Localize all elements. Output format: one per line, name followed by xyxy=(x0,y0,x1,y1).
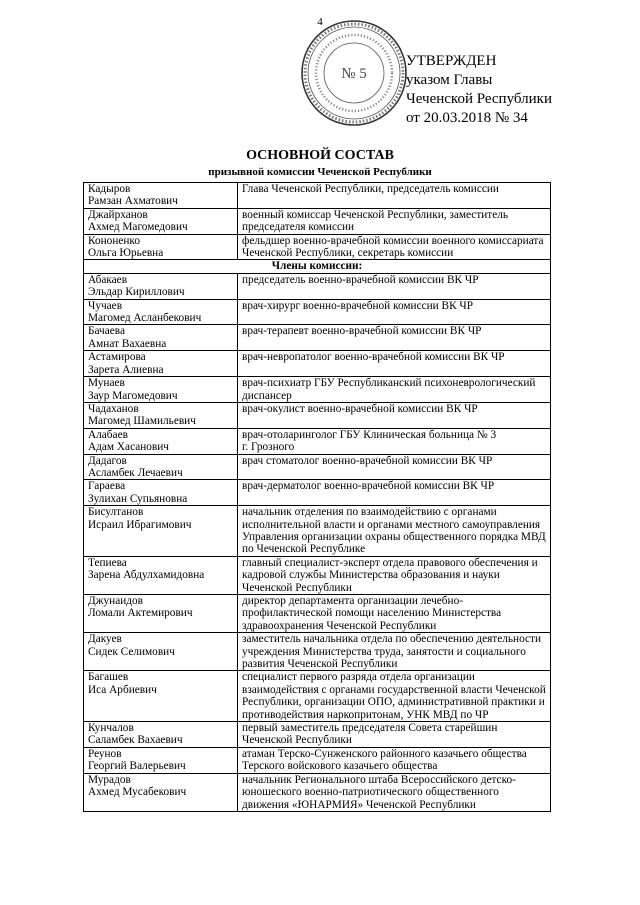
table-row xyxy=(84,377,551,403)
section-heading: Члены комиссии: xyxy=(84,260,551,273)
table-row xyxy=(84,633,551,671)
member-name: Бачаева Амнат Вахаевна xyxy=(84,325,238,351)
member-name: Абакаев Эльдар Кириллович xyxy=(84,273,238,299)
member-name: Астамирова Зарета Алиевна xyxy=(84,351,238,377)
table-row xyxy=(84,234,551,260)
member-position: врач-психиатр ГБУ Республиканский психоневрологический диспансер xyxy=(238,377,551,403)
member-position: начальник Регионального штаба Всероссийского детско-юношеского военно-патриотического общественного движения «ЮНАРМИЯ» Чеченской Республики xyxy=(238,773,551,811)
commission-table xyxy=(83,182,551,812)
table-row xyxy=(84,595,551,633)
table-row xyxy=(84,273,551,299)
seal-number: № 5 xyxy=(341,66,367,82)
table-row xyxy=(84,208,551,234)
member-name: Чадаханов Магомед Шамильевич xyxy=(84,402,238,428)
member-position: главный специалист-эксперт отдела правового обеспечения и кадровой службы Министерства образования и науки Чеченской Республики xyxy=(238,556,551,594)
member-position: фельдшер военно-врачебной комиссии военного комиссариата Чеченской Республики, секретарь комиссии xyxy=(238,234,551,260)
approval-line-1: УТВЕРЖДЕН xyxy=(406,53,497,69)
member-name: Джайрханов Ахмед Магомедович xyxy=(84,208,238,234)
member-name: Гараева Зулихан Супьяновна xyxy=(84,480,238,506)
member-name: Багашев Иса Арбиевич xyxy=(84,671,238,722)
member-name: Кононенко Ольга Юрьевна xyxy=(84,234,238,260)
member-name: Дакуев Сидек Селимович xyxy=(84,633,238,671)
member-position: врач-отоларинголог ГБУ Клиническая больница № 3 г. Грозного xyxy=(238,428,551,454)
member-position: врач-хирург военно-врачебной комиссии ВК ЧР xyxy=(238,299,551,325)
member-position: врач-невропатолог военно-врачебной комиссии ВК ЧР xyxy=(238,351,551,377)
approval-line-4: от 20.03.2018 № 34 xyxy=(406,110,528,126)
member-name: Реунов Георгий Валерьевич xyxy=(84,747,238,773)
member-position: заместитель начальника отдела по обеспечению деятельности учреждения Министерства труда, занятости и социального развития Чеченской Республики xyxy=(238,633,551,671)
document-subtitle: призывной комиссии Чеченской Республики xyxy=(208,166,432,178)
table-row xyxy=(84,747,551,773)
table-row xyxy=(84,671,551,722)
member-name: Алабаев Адам Хасанович xyxy=(84,428,238,454)
member-name: Кадыров Рамзан Ахматович xyxy=(84,183,238,209)
table-row xyxy=(84,351,551,377)
table-row xyxy=(84,428,551,454)
member-name: Бисултанов Исраил Ибрагимович xyxy=(84,506,238,557)
member-position: военный комиссар Чеченской Республики, заместитель председателя комиссии xyxy=(238,208,551,234)
table-row xyxy=(84,722,551,748)
member-position: председатель военно-врачебной комиссии ВК ЧР xyxy=(238,273,551,299)
table-row xyxy=(84,183,551,209)
official-seal xyxy=(299,18,409,128)
member-position: Глава Чеченской Республики, председатель комиссии xyxy=(238,183,551,209)
table-row xyxy=(84,325,551,351)
table-row xyxy=(84,454,551,480)
member-name: Джунаидов Ломали Актемирович xyxy=(84,595,238,633)
member-position: первый заместитель председателя Совета старейшин Чеченской Республики xyxy=(238,722,551,748)
member-position: врач-дерматолог военно-врачебной комиссии ВК ЧР xyxy=(238,480,551,506)
member-name: Мунаев Заур Магомедович xyxy=(84,377,238,403)
page-number: 4 xyxy=(317,16,323,28)
approval-line-2: указом Главы xyxy=(406,72,493,88)
approval-line-3: Чеченской Республики xyxy=(406,91,552,107)
table-row xyxy=(84,556,551,594)
member-position: начальник отделения по взаимодействию с органами исполнительной власти и органами местного самоуправления Управления организации охраны общественного порядка МВД по Чеченской Республике xyxy=(238,506,551,557)
table-row xyxy=(84,480,551,506)
table-row xyxy=(84,402,551,428)
member-name: Дадагов Асламбек Лечаевич xyxy=(84,454,238,480)
member-position: специалист первого разряда отдела организации взаимодействия с органами государственной власти Чеченской Республики, организации ОПО, административной практики и противодействия наркопритонам, УНК МВД по ЧР xyxy=(238,671,551,722)
member-name: Тепиева Зарена Абдулхамидовна xyxy=(84,556,238,594)
table-row xyxy=(84,773,551,811)
section-row xyxy=(84,260,551,273)
member-position: атаман Терско-Сунженского районного казачьего общества Терского войскового казачьего общества xyxy=(238,747,551,773)
table-row xyxy=(84,506,551,557)
member-position: директор департамента организации лечебно-профилактической помощи населению Министерства здравоохранения Чеченской Республики xyxy=(238,595,551,633)
approval-stamp xyxy=(406,52,552,128)
document-title: ОСНОВНОЙ СОСТАВ xyxy=(246,148,394,163)
member-position: врач-окулист военно-врачебной комиссии ВК ЧР xyxy=(238,402,551,428)
table-row xyxy=(84,299,551,325)
member-name: Мурадов Ахмед Мусабекович xyxy=(84,773,238,811)
member-name: Чучаев Магомед Асланбекович xyxy=(84,299,238,325)
member-name: Кунчалов Саламбек Вахаевич xyxy=(84,722,238,748)
member-position: врач-терапевт военно-врачебной комиссии ВК ЧР xyxy=(238,325,551,351)
member-position: врач стоматолог военно-врачебной комиссии ВК ЧР xyxy=(238,454,551,480)
